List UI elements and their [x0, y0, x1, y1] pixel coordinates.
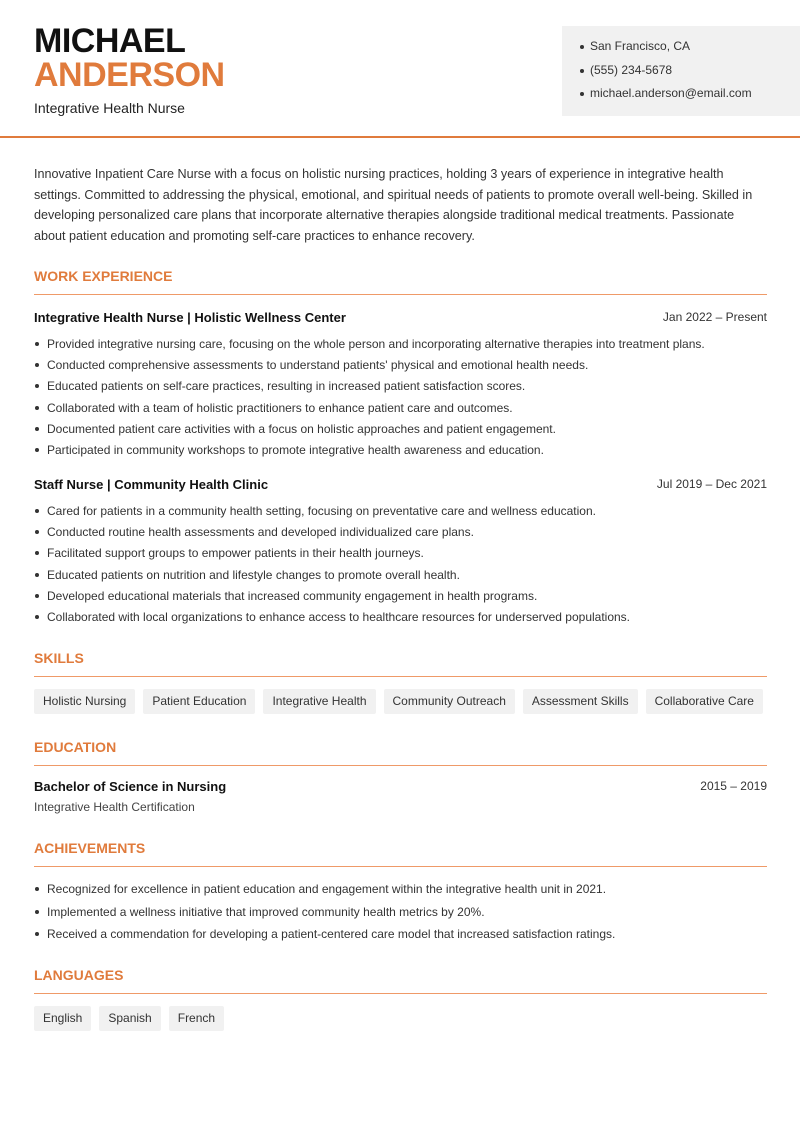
job-dates: Jul 2019 – Dec 2021 — [656, 477, 767, 491]
list-item: Collaborated with a team of holistic practitioners to enhance patient care and outcomes. — [34, 400, 769, 421]
list-item: Conducted comprehensive assessments to understand patients' physical and emotional health needs. — [34, 357, 769, 378]
contact-phone: (555) 234-5678 — [580, 62, 800, 86]
job-bullets — [34, 503, 769, 630]
section-education: EDUCATION — [34, 739, 767, 766]
last-name: ANDERSON — [34, 56, 225, 94]
skills-list — [34, 689, 763, 714]
skill-chip: Integrative Health — [263, 689, 375, 714]
first-name: MICHAEL — [34, 22, 186, 60]
summary: Innovative Inpatient Care Nurse with a focus on holistic nursing practices, holding 3 years of experience in integrative health settings. Committed to addressing the physical, emotional, and spiritual needs of patients to promote overall well-being. Skilled in developing personalized care plans that incorporate alternative therapies alongside traditional medical treatments. Passionate about patient education and promoting self-care practices to enhance recovery. — [34, 167, 753, 243]
degree-dates: 2015 – 2019 — [700, 779, 767, 793]
skill-chip: Holistic Nursing — [34, 689, 135, 714]
job-title: Staff Nurse | Community Health Clinic — [34, 477, 269, 492]
contact-email: michael.anderson@email.com — [580, 85, 800, 109]
list-item: Implemented a wellness initiative that improved community health metrics by 20%. — [34, 904, 769, 927]
list-item: Conducted routine health assessments and developed individualized care plans. — [34, 524, 769, 545]
language-chip: Spanish — [99, 1006, 160, 1031]
skill-chip: Patient Education — [143, 689, 255, 714]
job-title: Integrative Health Nurse | Holistic Wellness Center — [34, 310, 346, 325]
list-item: Received a commendation for developing a patient-centered care model that increased satisfaction ratings. — [34, 926, 769, 949]
list-item: Recognized for excellence in patient education and engagement within the integrative health unit in 2021. — [34, 881, 769, 904]
list-item: Provided integrative nursing care, focusing on the whole person and incorporating alternative therapies into treatment plans. — [34, 336, 769, 357]
skill-chip: Collaborative Care — [646, 689, 763, 714]
list-item: Participated in community workshops to promote integrative health awareness and education. — [34, 442, 769, 463]
skill-chip: Community Outreach — [384, 689, 515, 714]
achievement-list — [34, 881, 769, 949]
job-bullets — [34, 336, 769, 463]
job-title-heading: Integrative Health Nurse — [34, 100, 185, 116]
section-languages: LANGUAGES — [34, 967, 767, 994]
section-achievements: ACHIEVEMENTS — [34, 840, 767, 867]
job-dates: Jan 2022 – Present — [662, 310, 767, 324]
list-item: Developed educational materials that increased community engagement in health programs. — [34, 588, 769, 609]
contact-box — [562, 26, 800, 116]
skill-chip: Assessment Skills — [523, 689, 638, 714]
contact-location: San Francisco, CA — [580, 38, 800, 62]
list-item: Facilitated support groups to empower patients in their health journeys. — [34, 545, 769, 566]
list-item: Collaborated with local organizations to enhance access to healthcare resources for underserved populations. — [34, 609, 769, 630]
degree-title: Bachelor of Science in Nursing — [34, 779, 227, 794]
list-item: Educated patients on self-care practices, resulting in increased patient satisfaction scores. — [34, 378, 769, 399]
list-item: Cared for patients in a community health setting, focusing on preventative care and wellness education. — [34, 503, 769, 524]
language-chip: French — [169, 1006, 224, 1031]
list-item: Documented patient care activities with a focus on holistic approaches and patient engagement. — [34, 421, 769, 442]
resume-header — [0, 0, 800, 138]
languages-list — [34, 1006, 224, 1031]
section-skills: SKILLS — [34, 650, 767, 677]
language-chip: English — [34, 1006, 91, 1031]
certification: Integrative Health Certification — [34, 800, 195, 814]
section-work-experience: WORK EXPERIENCE — [34, 268, 767, 295]
list-item: Educated patients on nutrition and lifestyle changes to promote overall health. — [34, 567, 769, 588]
